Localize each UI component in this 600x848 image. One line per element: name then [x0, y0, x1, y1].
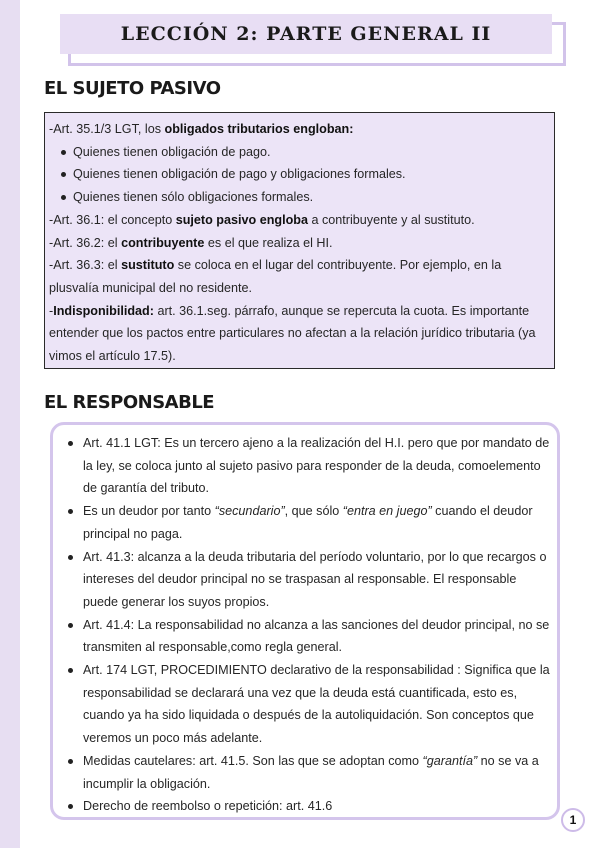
page-title: LECCIÓN 2: PARTE GENERAL II: [120, 23, 492, 45]
section-heading-responsable: EL RESPONSABLE: [44, 392, 215, 413]
responsable-list: [65, 432, 551, 818]
list-item: Quienes tienen sólo obligaciones formales.: [49, 186, 550, 209]
art-36-1-line: -Art. 36.1: el concepto sujeto pasivo engloba a contribuyente y al sustituto.: [49, 212, 475, 227]
list-item: Art. 174 LGT, PROCEDIMIENTO declarativo de la responsabilidad : Significa que la responsabilidad se declarará una vez que la deuda está cuantificada, esto es, cuando ya ha sido liquidada o después de la autoliquidación. Son conceptos que veremos un poco más adelante.: [65, 659, 551, 750]
obligados-list: [49, 141, 550, 209]
list-item: Medidas cautelares: art. 41.5. Son las que se adoptan como “garantía” no se va a incumplir la obligación.: [65, 750, 551, 795]
intro-line: -Art. 35.1/3 LGT, los obligados tributarios engloban:: [49, 122, 354, 136]
list-item: Art. 41.3: alcanza a la deuda tributaria del período voluntario, por lo que recargos o intereses del deudor principal no se traspasan al responsable. El responsable puede generar los suyos propios.: [65, 546, 551, 614]
section-heading-sujeto-pasivo: EL SUJETO PASIVO: [44, 78, 221, 99]
art-36-3-paragraph: -Art. 36.3: el sustituto se coloca en el lugar del contribuyente. Por ejemplo, en la plusvalía municipal del no residente.: [49, 258, 502, 295]
sujeto-pasivo-box: [44, 112, 555, 369]
list-item: Derecho de reembolso o repetición: art. 41.6: [65, 795, 551, 818]
page-number-badge: [561, 808, 585, 832]
indisponibilidad-paragraph: -Indisponibilidad: art. 36.1.seg. párrafo, aunque se repercuta la cuota. Es importante entender que los pactos entre particulares no afectan a la relación jurídico tributaria (ya vimos el artículo 17.5).: [49, 303, 536, 364]
list-item: Es un deudor por tanto “secundario”, que sólo “entra en juego” cuando el deudor principal no paga.: [65, 500, 551, 545]
side-strip: [0, 0, 20, 848]
page-number: 1: [569, 813, 577, 827]
art-36-2-line: -Art. 36.2: el contribuyente es el que realiza el HI.: [49, 235, 333, 250]
responsable-box: [50, 422, 560, 820]
list-item: Quienes tienen obligación de pago.: [49, 141, 550, 164]
list-item: Art. 41.1 LGT: Es un tercero ajeno a la realización del H.I. pero que por mandato de la ley, se coloca junto al sujeto pasivo para responder de la deuda, comoelemento de garantía del tributo.: [65, 432, 551, 500]
list-item: Quienes tienen obligación de pago y obligaciones formales.: [49, 163, 550, 186]
title-box: [60, 14, 552, 54]
list-item: Art. 41.4: La responsabilidad no alcanza a las sanciones del deudor principal, no se transmiten al responsable,como regla general.: [65, 614, 551, 659]
